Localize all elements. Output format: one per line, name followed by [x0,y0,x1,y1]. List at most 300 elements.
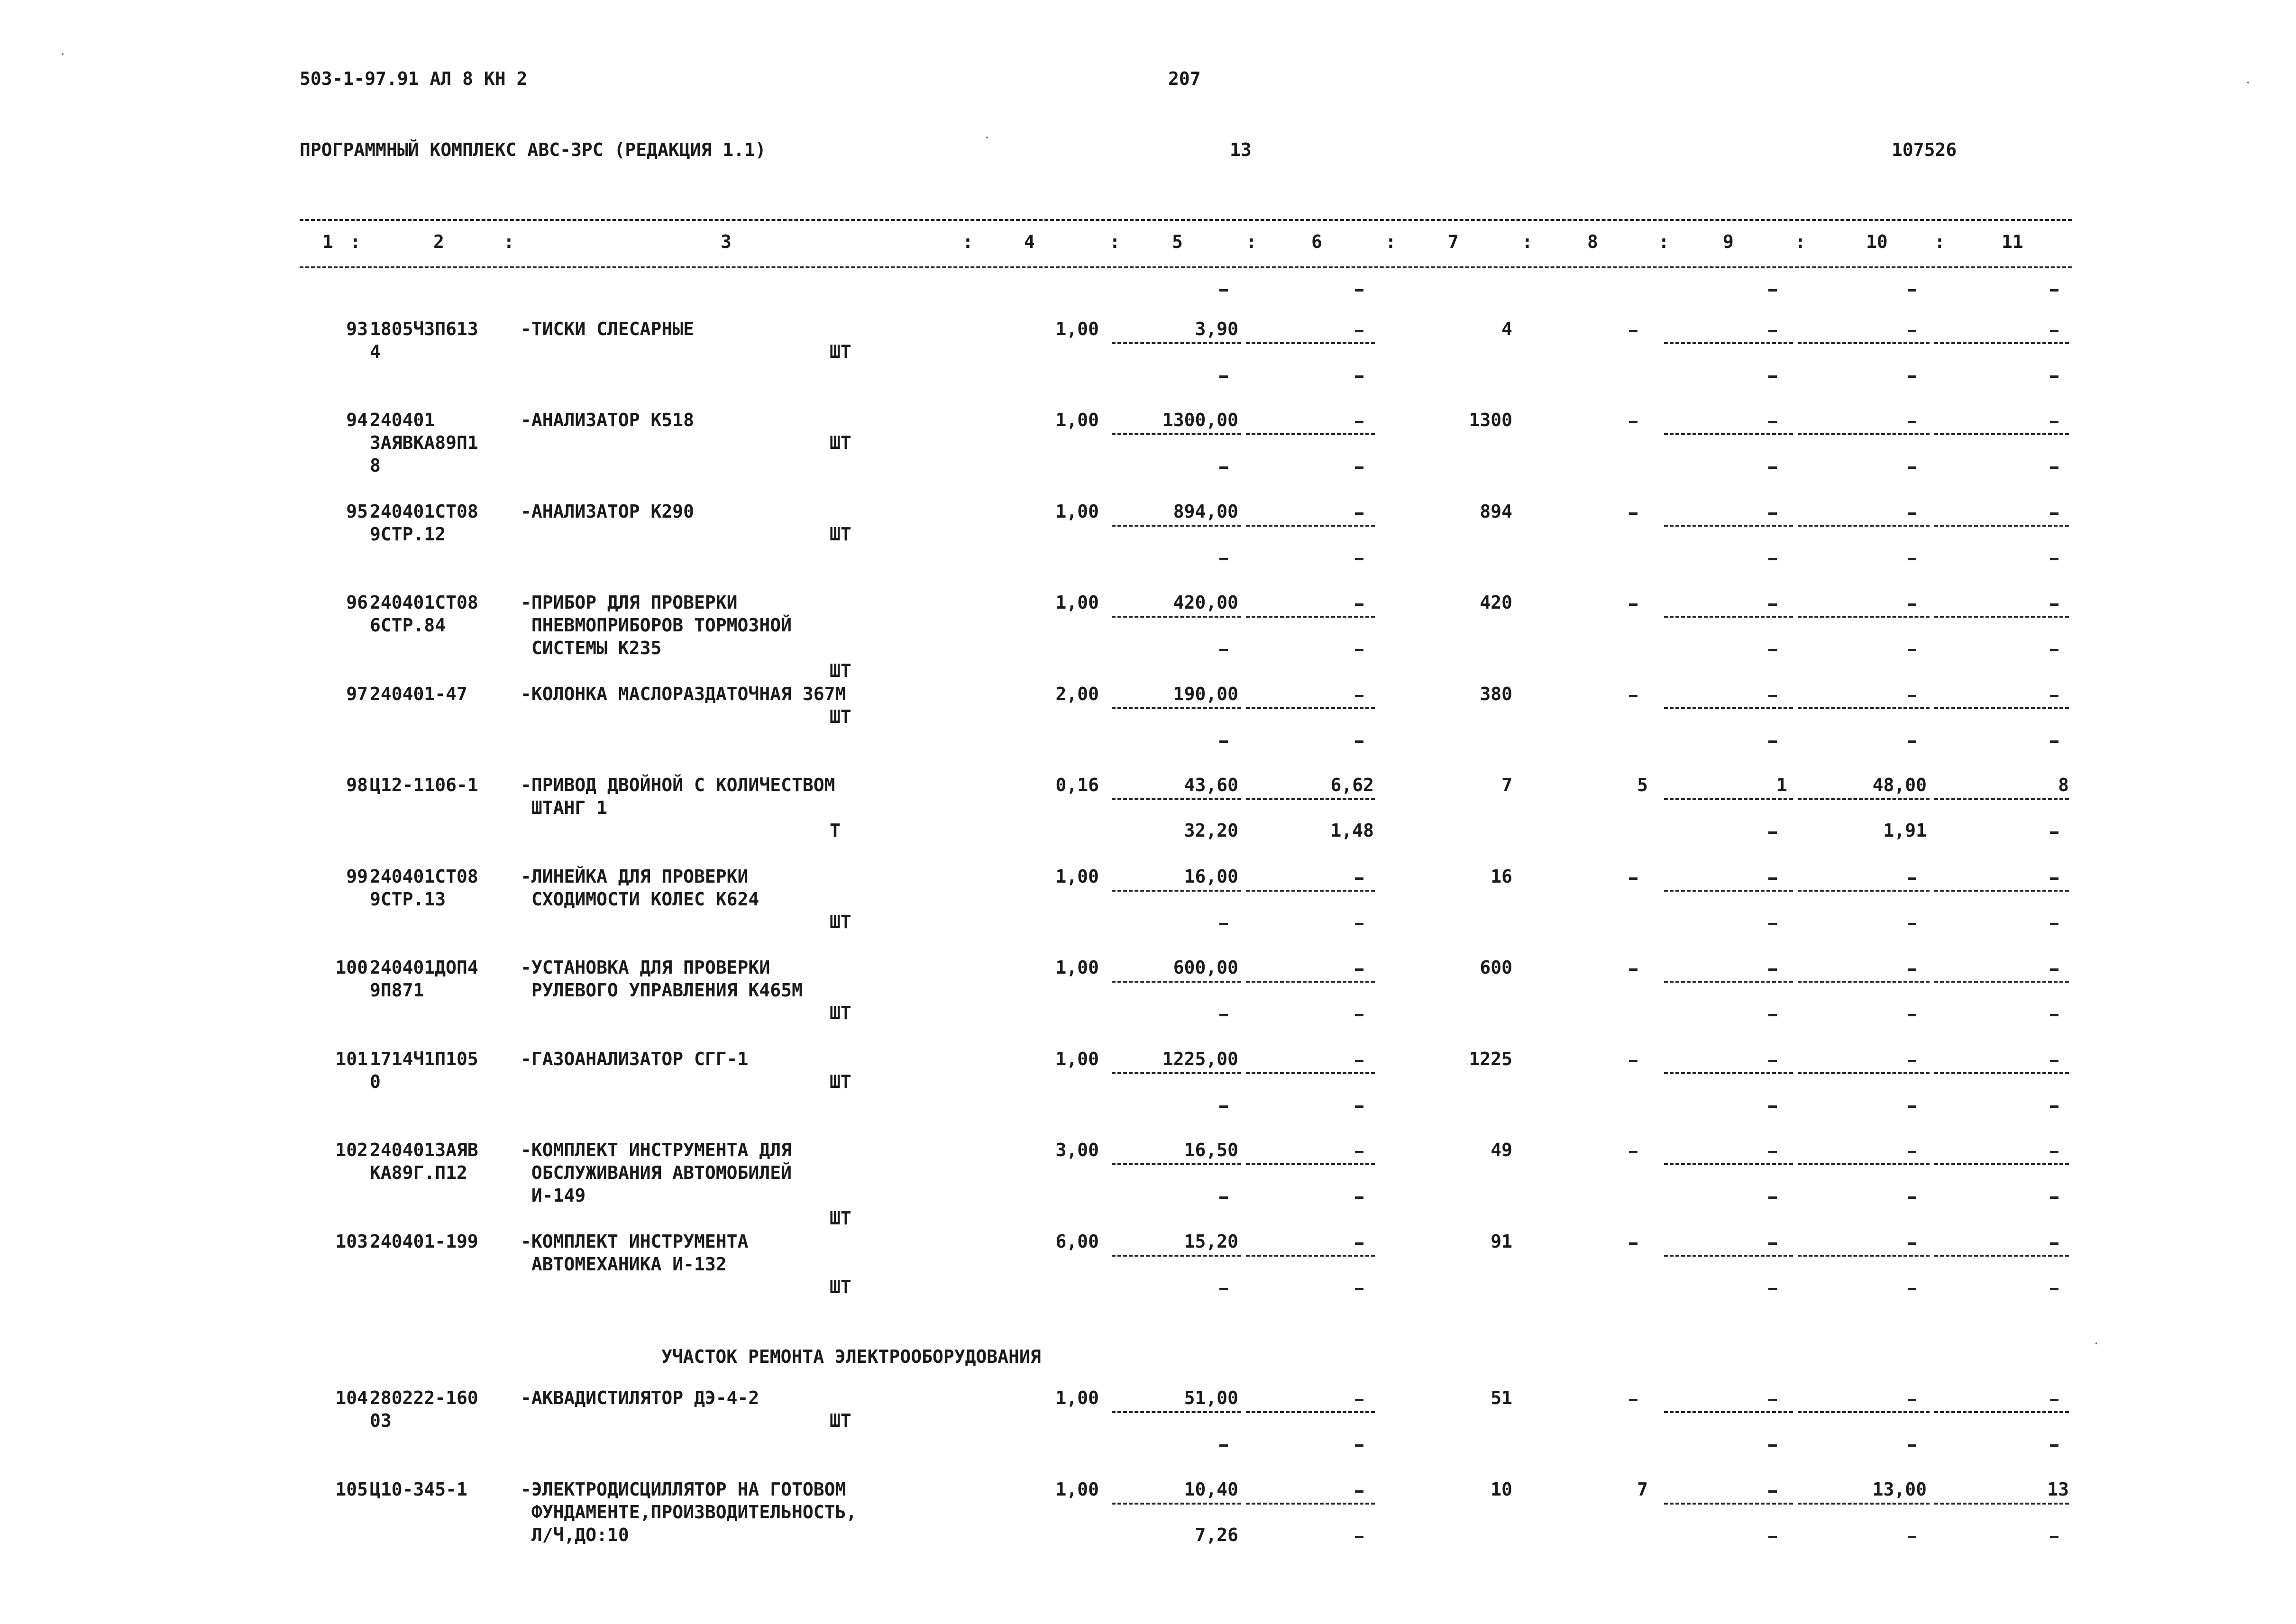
unit-price-secondary [1219,1105,1228,1108]
quantity: 1,00 [1055,501,1099,522]
column-separator: : [1109,231,1120,252]
col9-secondary [1768,375,1777,378]
column-number: 3 [721,231,732,252]
cell-divider [1934,890,2069,892]
item-code: 240401СТ08 [370,501,478,522]
item-code: ЗАЯВКА89П1 [370,432,478,453]
col10-secondary: 1,91 [1883,820,1927,841]
col9-secondary [1768,466,1777,469]
quantity: 1,00 [1055,1049,1099,1069]
col11-value [2050,330,2058,332]
col11-secondary [2050,375,2058,378]
unit-price: 16,50 [1184,1140,1238,1160]
unit-price: 600,00 [1173,957,1238,978]
unit-of-measure: ШТ [830,1208,851,1229]
col6-secondary [1355,740,1363,743]
col10-secondary [1908,1444,1916,1447]
total-value: 380 [1480,684,1512,704]
unit-of-measure: ШТ [830,1410,851,1431]
cell-divider [1246,890,1375,892]
quantity: 1,00 [1055,1479,1099,1500]
col11-secondary [2050,1444,2058,1447]
cell-divider [1664,1255,1793,1257]
col10-value [1908,695,1916,697]
cell-divider [1664,1411,1793,1413]
cell-divider [1798,1072,1930,1074]
col11-value: 8 [2058,775,2069,795]
total-value: 1300 [1469,410,1512,430]
document-number: 107526 [1892,139,1957,160]
item-name: -КОМПЛЕКТ ИНСТРУМЕНТА [521,1231,749,1252]
item-code: 03 [370,1410,392,1431]
col6-secondary [1355,1536,1363,1538]
total-value: 16 [1491,866,1512,887]
col8-value: 5 [1637,775,1648,795]
col9-value: 1 [1776,775,1787,795]
row-number: 98 [346,775,368,795]
col9-secondary [1768,558,1777,560]
cell-divider [1112,342,1241,344]
cell-divider [1112,981,1241,983]
unit-of-measure: ШТ [830,912,851,932]
item-name: АВТОМЕХАНИКА И-132 [521,1254,727,1275]
col6-secondary [1355,1288,1363,1290]
col11-value [2050,421,2058,423]
item-code: 240401ДОП4 [370,957,478,978]
col11-secondary [2050,1014,2058,1016]
col10-value [1908,1151,1916,1153]
scan-speck [986,137,988,138]
cell-divider [1798,525,1930,527]
col10-secondary [1908,923,1916,925]
column-number: 9 [1723,231,1734,252]
unit-price: 16,00 [1184,866,1238,887]
col10-secondary [1908,740,1916,743]
cell-divider [1798,798,1930,800]
item-name: -КОЛОНКА МАСЛОРАЗДАТОЧНАЯ 367М [521,684,846,704]
row-number: 105 [335,1479,368,1500]
col11-value [2050,1060,2058,1062]
col6-secondary [1355,558,1363,560]
unit-price: 15,20 [1184,1231,1238,1252]
cell-divider [1934,525,2069,527]
col9-value [1768,695,1777,697]
column-number: 11 [2002,231,2023,252]
column-number: 5 [1172,231,1183,252]
col9-value [1768,1060,1777,1062]
col6-secondary [1355,1014,1363,1016]
column-separator: : [1246,231,1257,252]
col9-secondary [1768,1536,1777,1538]
cell-divider [1112,890,1241,892]
col9-secondary [1768,1196,1777,1199]
item-code: 9СТР.13 [370,889,446,910]
item-name: ПНЕВМОПРИБОРОВ ТОРМОЗНОЙ [521,615,792,636]
unit-price-secondary [1219,558,1228,560]
column-separator: : [1795,231,1806,252]
sheet-number: 13 [1230,139,1252,160]
col11-value [2050,1399,2058,1401]
col8-value [1629,421,1637,423]
col6-secondary: 1,48 [1330,820,1374,841]
col11-value [2050,695,2058,697]
cell-divider [1664,981,1793,983]
cell-divider [1798,1255,1930,1257]
col10-value [1908,512,1916,515]
total-value: 49 [1491,1140,1512,1160]
column-separator: : [962,231,973,252]
col9-value [1768,1151,1777,1153]
unit-price: 420,00 [1173,592,1238,613]
col10-secondary [1908,1288,1916,1290]
column-number: 1 [322,231,333,252]
cell-divider [1246,1255,1375,1257]
quantity: 1,00 [1055,957,1099,978]
col10-secondary [1908,1105,1916,1108]
total-value: 10 [1491,1479,1512,1500]
unit-of-measure: ШТ [830,1003,851,1023]
item-code: 240401СТ08 [370,866,478,887]
col9-value [1768,330,1777,332]
cell-divider [1246,616,1375,618]
col10-secondary [1908,1196,1916,1199]
item-code: 240401 [370,410,435,430]
col9-value [1768,877,1777,880]
total-value: 1225 [1469,1049,1512,1069]
col6-secondary [1355,1196,1363,1199]
row-number: 97 [346,684,368,704]
col11-secondary [2050,831,2058,834]
unit-price: 51,00 [1184,1387,1238,1408]
column-number: 7 [1448,231,1459,252]
scan-speck [2095,1342,2097,1344]
cell-divider [1934,1255,2069,1257]
column-number: 10 [1866,231,1888,252]
item-name: ОБСЛУЖИВАНИЯ АВТОМОБИЛЕЙ [521,1162,792,1183]
col10-value [1908,1060,1916,1062]
col10-secondary [1908,375,1916,378]
quantity: 0,16 [1055,775,1099,795]
unit-price: 894,00 [1173,501,1238,522]
total-value: 7 [1501,775,1512,795]
col8-value [1629,330,1637,332]
total-value: 600 [1480,957,1512,978]
row-number: 96 [346,592,368,613]
item-name: -ПРИВОД ДВОЙНОЙ С КОЛИЧЕСТВОМ [521,775,835,795]
cell-divider [1934,1072,2069,1074]
col8-value [1629,968,1637,971]
column-separator: : [350,231,361,252]
column-separator: : [1385,231,1396,252]
col6-value: 6,62 [1330,775,1374,795]
cell-divider [1664,707,1793,709]
unit-of-measure: ШТ [830,524,851,545]
row-number: 100 [335,957,368,978]
col11-value [2050,1242,2058,1245]
col11-secondary [2050,923,2058,925]
cell-divider [1798,1411,1930,1413]
col10-value: 13,00 [1872,1479,1927,1500]
cell-divider [1112,616,1241,618]
col10-value [1908,603,1916,606]
item-name: И-149 [521,1185,586,1206]
col10-secondary [1908,466,1916,469]
row-number: 102 [335,1140,368,1160]
col6-secondary [1355,466,1363,469]
col6-secondary [1355,649,1363,651]
item-code: 240401СТ08 [370,592,478,613]
col8-value [1629,603,1637,606]
col9-secondary [1768,1105,1777,1108]
item-code: 6СТР.84 [370,615,446,636]
item-name: -АНАЛИЗАТОР К518 [521,410,695,430]
item-name: ФУНДАМЕНТЕ,ПРОИЗВОДИТЕЛЬНОСТЬ, [521,1502,857,1523]
unit-of-measure: Т [830,820,841,841]
row-number: 99 [346,866,368,887]
col10-value [1908,1242,1916,1245]
column-separator: : [1934,231,1945,252]
cell-divider [1112,1411,1241,1413]
cell-divider [1798,1163,1930,1165]
item-code: 240401ЗАЯВ [370,1140,478,1160]
unit-price-secondary [1219,466,1228,469]
scan-speck [62,53,64,55]
unit-price-secondary: 7,26 [1195,1524,1238,1545]
col6-secondary [1355,1444,1363,1447]
col10-secondary [1908,558,1916,560]
item-name: СХОДИМОСТИ КОЛЕС К624 [521,889,759,910]
cell-divider [1664,1072,1793,1074]
cell-divider [1664,616,1793,618]
quantity: 1,00 [1055,866,1099,887]
item-name: Л/Ч,ДО:10 [521,1524,629,1545]
unit-price-secondary [1219,649,1228,651]
item-name: -ГАЗОАНАЛИЗАТОР СГГ-1 [521,1049,749,1069]
col11-secondary [2050,558,2058,560]
col11-secondary [2050,1105,2058,1108]
unit-price: 190,00 [1173,684,1238,704]
item-code: 9СТР.12 [370,524,446,545]
col9-value [1768,968,1777,971]
col11-value [2050,968,2058,971]
col9-value [1768,421,1777,423]
unit-price: 43,60 [1184,775,1238,795]
cell-divider [1246,798,1375,800]
col6-secondary [1355,923,1363,925]
col11-value [2050,877,2058,880]
cell-divider [1798,981,1930,983]
item-name: -УСТАНОВКА ДЛЯ ПРОВЕРКИ [521,957,770,978]
unit-price-secondary [1219,375,1228,378]
col6-secondary [1355,1105,1363,1108]
cell-divider [1112,1163,1241,1165]
item-name: РУЛЕВОГО УПРАВЛЕНИЯ К465М [521,980,803,1001]
item-name: СИСТЕМЫ К235 [521,638,662,658]
cell-divider [1934,342,2069,344]
cell-divider [1934,798,2069,800]
col8-value [1629,1242,1637,1245]
col11-secondary [2050,649,2058,651]
col9-value [1768,512,1777,515]
item-code: 280222-160 [370,1387,478,1408]
unit-price-secondary [1219,1288,1228,1290]
total-value: 51 [1491,1387,1512,1408]
item-name: ШТАНГ 1 [521,797,608,818]
cell-dash [1908,289,1916,292]
unit-price: 3,90 [1195,319,1238,339]
col9-secondary [1768,740,1777,743]
cell-divider [1664,1163,1793,1165]
quantity: 2,00 [1055,684,1099,704]
col11-value: 13 [2047,1479,2069,1500]
col9-secondary [1768,1014,1777,1016]
col9-value [1768,1399,1777,1401]
col11-secondary [2050,1536,2058,1538]
cell-divider [1246,433,1375,435]
cell-divider [1934,1503,2069,1505]
cell-divider [1112,1072,1241,1074]
col10-value [1908,968,1916,971]
row-number: 93 [346,319,368,339]
scan-speck [2247,82,2249,83]
col9-value [1768,603,1777,606]
total-value: 420 [1480,592,1512,613]
unit-price: 1225,00 [1162,1049,1238,1069]
col9-secondary [1768,923,1777,925]
col8-value: 7 [1637,1479,1648,1500]
cell-divider [1798,1503,1930,1505]
item-code: 1714Ч1П105 [370,1049,478,1069]
cell-divider [1664,525,1793,527]
cell-divider [1934,616,2069,618]
cell-divider [1246,1503,1375,1505]
col9-secondary [1768,1444,1777,1447]
header-top-rule [300,219,2072,221]
col8-value [1629,512,1637,515]
unit-price-secondary: 32,20 [1184,820,1238,841]
item-name: -КОМПЛЕКТ ИНСТРУМЕНТА ДЛЯ [521,1140,792,1160]
document-code: 503-1-97.91 АЛ 8 КН 2 [300,68,528,89]
cell-divider [1246,981,1375,983]
total-value: 4 [1501,319,1512,339]
cell-divider [1664,342,1793,344]
row-number: 101 [335,1049,368,1069]
cell-divider [1798,433,1930,435]
cell-divider [1246,342,1375,344]
col11-value [2050,603,2058,606]
quantity: 1,00 [1055,319,1099,339]
cell-divider [1798,707,1930,709]
total-value: 91 [1491,1231,1512,1252]
column-number: 4 [1024,231,1035,252]
col11-value [2050,1151,2058,1153]
column-separator: : [1658,231,1669,252]
cell-divider [1798,342,1930,344]
cell-divider [1664,890,1793,892]
col9-secondary [1768,649,1777,651]
row-number: 95 [346,501,368,522]
item-code: 4 [370,341,381,362]
item-name: -ТИСКИ СЛЕСАРНЫЕ [521,319,695,339]
unit-of-measure: ШТ [830,706,851,727]
col8-value [1629,1060,1637,1062]
cell-divider [1934,1163,2069,1165]
cell-divider [1246,1411,1375,1413]
cell-divider [1798,616,1930,618]
header-bottom-rule [300,266,2072,268]
unit-price-secondary [1219,740,1228,743]
item-code: Ц12-1106-1 [370,775,478,795]
col11-secondary [2050,740,2058,743]
cell-dash [1768,289,1777,292]
item-code: 8 [370,455,381,476]
item-code: Ц10-345-1 [370,1479,467,1500]
section-title: УЧАСТОК РЕМОНТА ЭЛЕКТРООБОРУДОВАНИЯ [661,1346,1041,1367]
col10-secondary [1908,1536,1916,1538]
total-value: 894 [1480,501,1512,522]
col10-value [1908,877,1916,880]
cell-divider [1934,707,2069,709]
cell-divider [1246,1072,1375,1074]
unit-of-measure: ШТ [830,1277,851,1297]
item-code: 9П871 [370,980,424,1001]
page-number: 207 [1168,68,1201,89]
cell-dash [1355,289,1363,292]
col8-value [1629,877,1637,880]
item-name: -АНАЛИЗАТОР К290 [521,501,695,522]
row-number: 104 [335,1387,368,1408]
cell-divider [1112,1255,1241,1257]
cell-divider [1246,1163,1375,1165]
column-separator: : [1522,231,1533,252]
cell-divider [1246,707,1375,709]
col10-value [1908,421,1916,423]
col8-value [1629,1151,1637,1153]
cell-divider [1112,525,1241,527]
cell-divider [1664,798,1793,800]
cell-divider [1112,798,1241,800]
program-title: ПРОГРАММНЫЙ КОМПЛЕКС АВС-3РС (РЕДАКЦИЯ 1.1) [300,139,766,160]
cell-divider [1934,981,2069,983]
unit-price: 1300,00 [1162,410,1238,430]
cell-dash [1219,289,1228,292]
unit-of-measure: ШТ [830,341,851,362]
item-name: -ПРИБОР ДЛЯ ПРОВЕРКИ [521,592,738,613]
unit-price: 10,40 [1184,1479,1238,1500]
quantity: 1,00 [1055,1387,1099,1408]
col10-secondary [1908,1014,1916,1016]
column-number: 2 [433,231,444,252]
quantity: 1,00 [1055,410,1099,430]
col11-secondary [2050,1196,2058,1199]
unit-price-secondary [1219,923,1228,925]
unit-price-secondary [1219,1444,1228,1447]
col11-value [2050,512,2058,515]
column-number: 6 [1311,231,1322,252]
cell-divider [1246,525,1375,527]
item-name: -ЛИНЕЙКА ДЛЯ ПРОВЕРКИ [521,866,749,887]
unit-of-measure: ШТ [830,432,851,453]
col10-value: 48,00 [1872,775,1927,795]
cell-divider [1934,433,2069,435]
cell-divider [1664,1503,1793,1505]
item-code: 1805Ч3П613 [370,319,478,339]
col8-value [1629,695,1637,697]
column-number: 8 [1587,231,1598,252]
col9-value [1768,1242,1777,1245]
col6-secondary [1355,375,1363,378]
col8-value [1629,1399,1637,1401]
